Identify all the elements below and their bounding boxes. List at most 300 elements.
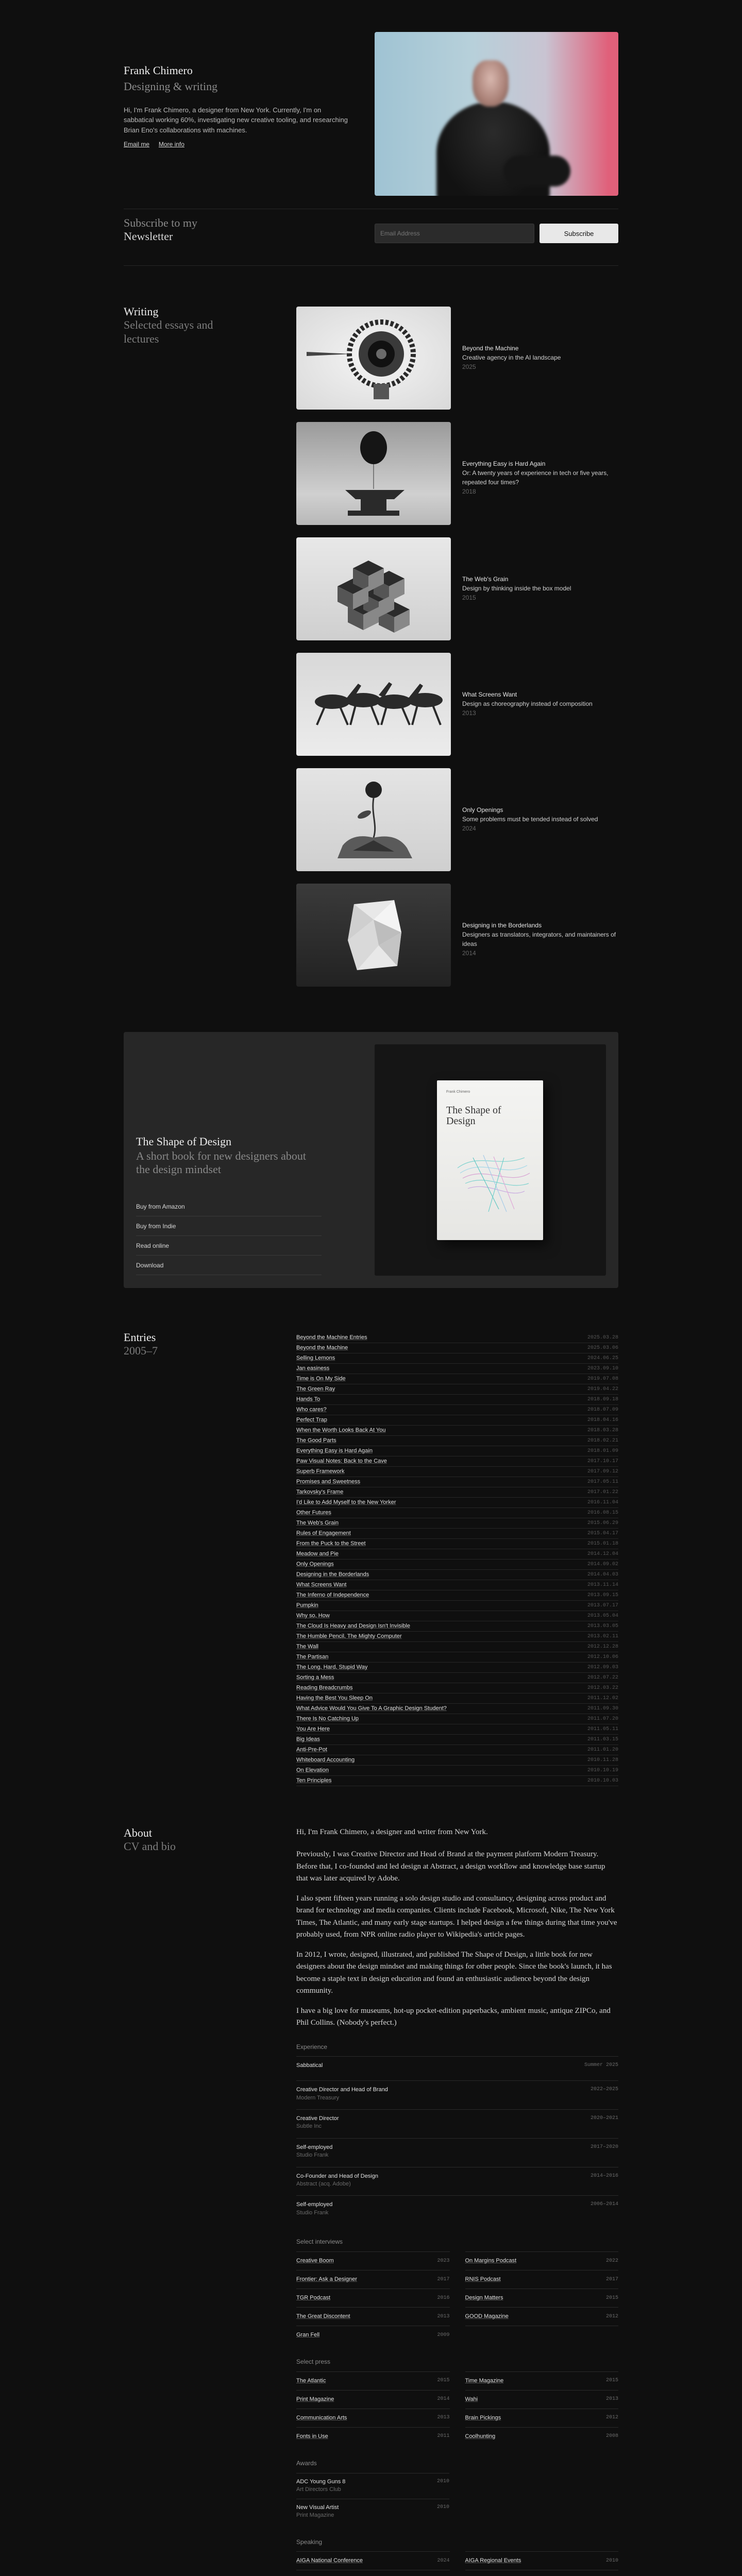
experience-role: Co-Founder and Head of Design [296, 2173, 378, 2179]
entry-title[interactable]: When the Worth Looks Back At You [296, 1427, 386, 1433]
experience-years: 2017–2020 [590, 2144, 618, 2150]
interview-year: 2015 [605, 2295, 618, 2301]
experience-row [296, 2056, 618, 2080]
entry-title[interactable]: The Good Parts [296, 1437, 336, 1444]
writing-item-text [462, 459, 617, 496]
entry-date: 2011.03.15 [587, 1736, 618, 1742]
entry-row[interactable] [296, 1343, 618, 1353]
entry-date: 2015.01.18 [587, 1540, 618, 1547]
entry-date: 2010.10.19 [587, 1767, 618, 1773]
writing-item-text [462, 574, 617, 602]
writing-list [296, 307, 618, 999]
interview-item[interactable] [465, 2251, 619, 2270]
entry-row[interactable] [296, 1333, 618, 1343]
entry-title[interactable]: From the Puck to the Street [296, 1540, 366, 1547]
interview-name[interactable]: Creative Boom [296, 2257, 334, 2264]
writing-item[interactable] [296, 307, 618, 410]
about-paragraph: I also spent fifteen years running a solo design studio and consultancy, designing across product and brand for technology and media companies. Clients include Facebook, Microsoft, Nike, The New York Times, The Atlantic, and many early stage startups. I helped design a few things during that time you've probably used, from NPR online radio player to Wikipedia's article pages. [296, 1894, 617, 1939]
entry-row[interactable] [296, 1405, 618, 1415]
award-year: 2010 [436, 2504, 449, 2510]
portrait-figure-head [473, 60, 509, 107]
balloon-anvil-image [296, 422, 451, 525]
entry-row[interactable] [296, 1384, 618, 1395]
experience-label: Experience [296, 2043, 328, 2050]
entry-row[interactable] [296, 1590, 618, 1601]
entry-date: 2016.11.04 [587, 1499, 618, 1505]
press-year: 2014 [437, 2396, 450, 2402]
writing-item[interactable] [296, 653, 618, 756]
book-links [136, 1197, 322, 1275]
entry-date: 2015.06.29 [587, 1520, 618, 1526]
press-item[interactable] [296, 2427, 450, 2446]
about-paragraph: Previously, I was Creative Director and Head of Brand at the payment platform Modern Treasury. Before that, I co-founded and led design at Abstract, a design workflow and knowledge base startup that was later acquired by Adobe. [296, 1850, 605, 1883]
interview-item[interactable] [465, 2289, 619, 2307]
writing-item-title[interactable]: The Web's Grain [462, 575, 509, 583]
speaking-item[interactable] [465, 2570, 619, 2576]
writing-item[interactable] [296, 422, 618, 525]
entry-title[interactable]: The Partisan [296, 1653, 329, 1660]
entry-date: 2025.03.28 [587, 1334, 618, 1341]
entry-date: 2018.03.28 [587, 1427, 618, 1433]
entry-date: 2019.07.08 [587, 1376, 618, 1382]
speaking-item[interactable] [296, 2570, 450, 2576]
entry-row[interactable] [296, 1776, 618, 1786]
cubes-image [296, 537, 451, 640]
entry-row[interactable] [296, 1714, 618, 1724]
interview-year: 2013 [437, 2313, 450, 2319]
entries-heading [124, 1331, 158, 1358]
entry-title[interactable]: Selling Lemons [296, 1354, 335, 1361]
entry-title[interactable]: Designing in the Borderlands [296, 1571, 369, 1578]
subscribe-button[interactable]: Subscribe [539, 224, 618, 243]
interview-item[interactable] [296, 2289, 450, 2307]
entry-date: 2016.08.15 [587, 1510, 618, 1516]
experience-role: Creative Director and Head of Brand [296, 2087, 388, 2093]
experience-left [296, 2173, 378, 2189]
email-input[interactable] [375, 224, 534, 243]
entry-date: 2018.02.21 [587, 1437, 618, 1444]
entry-date: 2013.03.05 [587, 1623, 618, 1629]
entry-row[interactable] [296, 1374, 618, 1384]
entry-row[interactable] [296, 1487, 618, 1498]
entry-date: 2011.12.02 [587, 1695, 618, 1701]
entry-date: 2012.03.22 [587, 1685, 618, 1691]
entry-row[interactable] [296, 1353, 618, 1364]
entry-title[interactable]: Other Futures [296, 1509, 331, 1516]
entry-title[interactable]: Time is On My Side [296, 1375, 346, 1382]
entry-row[interactable] [296, 1642, 618, 1652]
entry-title[interactable]: Meadow and Pie [296, 1550, 339, 1557]
entry-row[interactable] [296, 1570, 618, 1580]
about-title: About [124, 1826, 152, 1839]
crumpled-paper-image [296, 884, 451, 987]
entry-row[interactable] [296, 1755, 618, 1766]
experience-row [296, 2195, 618, 2224]
interview-name[interactable]: On Margins Podcast [465, 2257, 517, 2264]
entry-row[interactable] [296, 1436, 618, 1446]
writing-item-text [462, 344, 617, 371]
experience-row [296, 2109, 618, 2138]
entry-date: 2017.09.12 [587, 1468, 618, 1475]
writing-item[interactable] [296, 884, 618, 987]
entry-row[interactable] [296, 1735, 618, 1745]
entry-row[interactable] [296, 1529, 618, 1539]
press-item[interactable] [465, 2371, 619, 2390]
speaking-year: 2024 [437, 2557, 450, 2564]
writing-item-desc: Designers as translators, integrators, and maintainers of ideas [462, 931, 616, 947]
entry-row[interactable] [296, 1395, 618, 1405]
entry-title[interactable]: The Wall [296, 1643, 318, 1650]
about-lead: Hi, I'm Frank Chimero, a designer and writer from New York. [296, 1828, 488, 1836]
site-tagline: Designing & writing [124, 79, 218, 93]
entry-title[interactable]: Big Ideas [296, 1736, 320, 1742]
entry-title[interactable]: Promises and Sweetness [296, 1478, 361, 1485]
entry-title[interactable]: Who cares? [296, 1406, 327, 1413]
writing-item-text [462, 690, 617, 718]
book-cover-author: Frank Chimero [446, 1090, 470, 1094]
entries-subtitle: 2005–7 [124, 1344, 158, 1358]
press-name[interactable]: Brain Pickings [465, 2414, 501, 2421]
entry-date: 2010.10.03 [587, 1777, 618, 1784]
writing-item-year: 2018 [462, 488, 476, 495]
interview-item[interactable] [465, 2270, 619, 2289]
gear-machine-image [296, 307, 451, 410]
entry-date: 2023.09.10 [587, 1365, 618, 1371]
entry-date: 2017.05.11 [587, 1479, 618, 1485]
writing-item-year: 2024 [462, 825, 476, 832]
entry-date: 2011.05.11 [587, 1726, 618, 1732]
press-year: 2012 [605, 2415, 618, 2421]
entry-title[interactable]: Reading Breadcrumbs [296, 1684, 353, 1691]
interview-name[interactable]: The Great Discontent [296, 2313, 350, 2319]
entry-title[interactable]: Superb Framework [296, 1468, 345, 1475]
press-name[interactable]: The Atlantic [296, 2377, 326, 2384]
entry-row[interactable] [296, 1621, 618, 1632]
entry-date: 2013.02.11 [587, 1633, 618, 1639]
experience-left [296, 2201, 332, 2217]
entry-title[interactable]: The Long, Hard, Stupid Way [296, 1664, 368, 1670]
entry-date: 2018.04.16 [587, 1417, 618, 1423]
award-year: 2010 [436, 2478, 449, 2484]
hero-bio: Hi, I'm Frank Chimero, a designer from New York. Currently, I'm on sabbatical working 60%, investigating new creative tooling, and researching Brian Eno's collaborations with machines. [124, 106, 348, 134]
entries-title: Entries [124, 1331, 156, 1344]
entry-row[interactable] [296, 1518, 618, 1529]
press-item[interactable] [296, 2390, 450, 2409]
interview-year: 2012 [605, 2313, 618, 2319]
entry-row[interactable] [296, 1683, 618, 1693]
entry-date: 2012.09.03 [587, 1664, 618, 1670]
writing-item-desc: Some problems must be tended instead of solved [462, 816, 598, 823]
entry-date: 2011.01.20 [587, 1747, 618, 1753]
interview-year: 2023 [437, 2258, 450, 2264]
entry-title[interactable]: Only Openings [296, 1561, 334, 1567]
press-year: 2015 [437, 2378, 450, 2384]
speaking-year: 2010 [605, 2557, 618, 2564]
writing-thumbnail[interactable] [296, 653, 451, 756]
interview-year: 2016 [437, 2295, 450, 2301]
entry-title[interactable]: On Elevation [296, 1767, 329, 1773]
award-row [296, 2473, 449, 2499]
entry-title[interactable]: What Advice Would You Give To A Graphic Design Student? [296, 1705, 447, 1711]
about-paragraph: In 2012, I wrote, designed, illustrated, and published The Shape of Design, a little book for new designers about the design mindset and making things for other people. Since the book's launch, it has become a staple text in design education and found an enthusiastic audience beyond the design community. [296, 1951, 612, 1995]
entry-title[interactable]: Having the Best You Sleep On [296, 1694, 373, 1701]
experience-left [296, 2086, 388, 2102]
writing-item-desc: Design by thinking inside the box model [462, 585, 571, 592]
entry-title[interactable]: Everything Easy is Hard Again [296, 1447, 373, 1454]
download-link[interactable]: Download [136, 1256, 322, 1275]
entry-date: 2014.12.04 [587, 1551, 618, 1557]
interview-item[interactable] [465, 2307, 619, 2326]
experience-left [296, 2144, 332, 2160]
experience-role: Creative Director [296, 2115, 339, 2122]
buy-indie-link[interactable]: Buy from Indie [136, 1216, 322, 1236]
entry-title[interactable]: Jan easiness [296, 1365, 330, 1371]
speaking-name[interactable]: AIGA National Conference [296, 2557, 363, 2564]
entry-row[interactable] [296, 1549, 618, 1560]
press-item[interactable] [296, 2371, 450, 2390]
interview-year: 2017 [437, 2276, 450, 2282]
writing-thumbnail[interactable] [296, 884, 451, 987]
entry-title[interactable]: Sorting a Mess [296, 1674, 334, 1681]
entry-title[interactable]: The Humble Pencil, The Mighty Computer [296, 1633, 402, 1639]
entry-row[interactable] [296, 1364, 618, 1374]
experience-years: 2022–2025 [590, 2087, 618, 2093]
entry-title[interactable]: Rules of Engagement [296, 1530, 351, 1536]
entry-date: 2010.11.28 [587, 1757, 618, 1763]
entry-row[interactable] [296, 1426, 618, 1436]
press-item[interactable] [465, 2390, 619, 2409]
entry-row[interactable] [296, 1477, 618, 1487]
entry-row[interactable] [296, 1663, 618, 1673]
entry-row[interactable] [296, 1766, 618, 1776]
entry-row[interactable] [296, 1611, 618, 1621]
experience-left [296, 2115, 339, 2131]
experience-role: Self-employed [296, 2201, 333, 2208]
entry-row[interactable] [296, 1446, 618, 1456]
interviews-label: Select interviews [296, 2238, 343, 2246]
entry-date: 2019.04.22 [587, 1386, 618, 1392]
about-heading [124, 1826, 176, 1854]
press-grid [296, 2371, 618, 2446]
interview-item [465, 2326, 619, 2344]
writing-item-title[interactable]: Designing in the Borderlands [462, 922, 542, 929]
press-name[interactable]: Coolhunting [465, 2433, 496, 2439]
more-info-link[interactable]: More info [158, 141, 184, 148]
entry-row[interactable] [296, 1498, 618, 1508]
experience-role: Self-employed [296, 2144, 333, 2150]
entry-date: 2013.11.14 [587, 1582, 618, 1588]
entry-date: 2015.04.17 [587, 1530, 618, 1536]
award-source: Print Magazine [296, 2512, 334, 2518]
experience-years: 2006–2014 [590, 2201, 618, 2208]
writing-subtitle: Selected essays and lectures [124, 318, 213, 345]
experience-org: Modern Treasury [296, 2094, 340, 2101]
press-item[interactable] [465, 2409, 619, 2427]
award-left [296, 2504, 339, 2524]
award-name: New Visual Artist [296, 2504, 339, 2511]
interview-name[interactable]: Frontier: Ask a Designer [296, 2276, 357, 2282]
entry-row[interactable] [296, 1652, 618, 1663]
entry-date: 2012.07.22 [587, 1674, 618, 1681]
entry-date: 2014.09.02 [587, 1561, 618, 1567]
entry-title[interactable]: Hands To [296, 1396, 321, 1402]
email-link[interactable]: Email me [124, 141, 150, 148]
press-year: 2008 [605, 2433, 618, 2439]
entry-title[interactable]: I'd Like to Add Myself to the New Yorker [296, 1499, 396, 1505]
writing-item-title[interactable]: What Screens Want [462, 691, 517, 698]
interview-name[interactable]: RNIS Podcast [465, 2276, 501, 2282]
interview-year: 2009 [437, 2332, 450, 2338]
writing-item[interactable] [296, 768, 618, 871]
experience-role: Sabbatical [296, 2062, 323, 2069]
writing-item-year: 2013 [462, 709, 476, 717]
entry-row[interactable] [296, 1580, 618, 1590]
interview-year: 2022 [605, 2258, 618, 2264]
entry-title[interactable]: Whiteboard Accounting [296, 1756, 355, 1763]
entry-row[interactable] [296, 1467, 618, 1477]
press-year: 2013 [605, 2396, 618, 2402]
interview-year: 2017 [605, 2276, 618, 2282]
entry-title[interactable]: Beyond the Machine [296, 1344, 348, 1351]
entry-date: 2012.12.28 [587, 1643, 618, 1650]
entry-row[interactable] [296, 1693, 618, 1704]
writing-thumbnail[interactable] [296, 768, 451, 871]
entry-row[interactable] [296, 1539, 618, 1549]
speaking-item[interactable] [465, 2551, 619, 2570]
awards-label: Awards [296, 2459, 317, 2467]
award-name: ADC Young Guns 8 [296, 2478, 346, 2485]
press-item[interactable] [296, 2409, 450, 2427]
experience-row [296, 2167, 618, 2196]
interview-item[interactable] [296, 2307, 450, 2326]
press-name[interactable]: Communication Arts [296, 2414, 347, 2421]
awards-list [296, 2473, 618, 2524]
entry-row[interactable] [296, 1560, 618, 1570]
site-name[interactable]: Frank Chimero [124, 64, 193, 77]
writing-item-title[interactable]: Everything Easy is Hard Again [462, 460, 546, 467]
entry-date: 2013.07.17 [587, 1602, 618, 1608]
entry-title[interactable]: The Green Ray [296, 1385, 335, 1392]
writing-item-year: 2025 [462, 363, 476, 370]
press-year: 2011 [437, 2433, 450, 2439]
book-cover-art [437, 1080, 543, 1240]
writing-item-text [462, 921, 617, 958]
entry-row[interactable] [296, 1632, 618, 1642]
entry-row[interactable] [296, 1456, 618, 1467]
entry-title[interactable]: What Screens Want [296, 1581, 347, 1588]
writing-item-title[interactable]: Beyond the Machine [462, 345, 519, 352]
press-name[interactable]: Time Magazine [465, 2377, 504, 2384]
entry-title[interactable]: Beyond the Machine Entries [296, 1334, 367, 1341]
interview-item[interactable] [296, 2270, 450, 2289]
experience-org: Studio Frank [296, 2209, 329, 2216]
interview-item[interactable] [296, 2251, 450, 2270]
entry-title[interactable]: Perfect Trap [296, 1416, 327, 1423]
experience-years: Summer 2025 [584, 2062, 618, 2069]
entry-row[interactable] [296, 1745, 618, 1755]
entry-date: 2018.09.18 [587, 1396, 618, 1402]
book-image-panel [375, 1044, 606, 1276]
press-name[interactable]: Fonts in Use [296, 2433, 328, 2439]
entry-title[interactable]: Paw Visual Notes: Back to the Cave [296, 1458, 387, 1464]
award-left [296, 2478, 345, 2499]
entry-title[interactable]: The Inferno of Independence [296, 1591, 369, 1598]
entry-date: 2018.07.09 [587, 1406, 618, 1413]
divider [124, 265, 618, 266]
entry-title[interactable]: Ten Principles [296, 1777, 332, 1784]
interview-item[interactable] [296, 2326, 450, 2344]
entry-row[interactable] [296, 1415, 618, 1426]
writing-title: Writing [124, 305, 159, 318]
experience-left [296, 2062, 323, 2073]
entry-date: 2013.05.04 [587, 1613, 618, 1619]
entry-title[interactable]: The Cloud Is Heavy and Design Isn't Invisible [296, 1622, 410, 1629]
entry-title[interactable]: Why so, How [296, 1612, 330, 1619]
entry-row[interactable] [296, 1508, 618, 1518]
entry-date: 2014.04.03 [587, 1571, 618, 1578]
hero-links [124, 139, 350, 149]
speaking-item[interactable] [296, 2551, 450, 2570]
about-paragraph: I have a big love for museums, hot-up pocket-edition paperbacks, ambient music, antique ZIPCo, and Phil Collins. (Nobody's perfect.) [296, 2007, 611, 2027]
writing-heading [124, 305, 227, 346]
entry-title[interactable]: Anti-Pre-Pot [296, 1746, 327, 1753]
portrait-photo [375, 32, 618, 196]
entry-row[interactable] [296, 1724, 618, 1735]
interview-name[interactable]: Gran Fell [296, 2331, 320, 2338]
entry-date: 2017.01.22 [587, 1489, 618, 1495]
speaking-grid [296, 2551, 618, 2576]
experience-org: Abstract (acq. Adobe) [296, 2181, 351, 2188]
writing-thumbnail[interactable] [296, 307, 451, 410]
writing-item-desc: Creative agency in the AI landscape [462, 354, 561, 361]
press-name[interactable]: Wahi [465, 2396, 478, 2402]
award-row [296, 2499, 449, 2524]
entry-title[interactable]: Pumpkin [296, 1602, 318, 1608]
writing-item-title[interactable]: Only Openings [462, 806, 503, 814]
interview-name[interactable]: TGR Podcast [296, 2294, 331, 2301]
speaking-name[interactable]: AIGA Regional Events [465, 2557, 521, 2564]
press-item[interactable] [465, 2427, 619, 2446]
newsletter [124, 216, 618, 252]
writing-thumbnail[interactable] [296, 537, 451, 640]
entry-date: 2025.03.06 [587, 1345, 618, 1351]
entry-title[interactable]: You Are Here [296, 1725, 330, 1732]
entry-title[interactable]: The Web's Grain [296, 1519, 339, 1526]
writing-item-year: 2014 [462, 950, 476, 957]
read-online-link[interactable]: Read online [136, 1236, 322, 1256]
writing-item[interactable] [296, 537, 618, 640]
press-label: Select press [296, 2358, 331, 2365]
interview-name[interactable]: Design Matters [465, 2294, 503, 2301]
experience-org: Subtle Inc [296, 2123, 322, 2130]
entry-title[interactable]: There Is No Catching Up [296, 1715, 359, 1722]
experience-row [296, 2138, 618, 2167]
about-section [296, 1826, 618, 2576]
experience-list [296, 2056, 618, 2224]
entry-title[interactable]: Tarkovsky's Frame [296, 1488, 344, 1495]
experience-years: 2014–2016 [590, 2173, 618, 2179]
book-cover-title: The Shape of Design [446, 1105, 501, 1127]
entry-row[interactable] [296, 1673, 618, 1683]
writing-thumbnail[interactable] [296, 422, 451, 525]
book-cover [437, 1080, 543, 1240]
hero [124, 32, 618, 196]
interview-name[interactable]: GOOD Magazine [465, 2313, 509, 2319]
entry-row[interactable] [296, 1601, 618, 1611]
buy-amazon-link[interactable]: Buy from Amazon [136, 1197, 322, 1216]
entry-row[interactable] [296, 1704, 618, 1714]
press-name[interactable]: Print Magazine [296, 2396, 334, 2402]
